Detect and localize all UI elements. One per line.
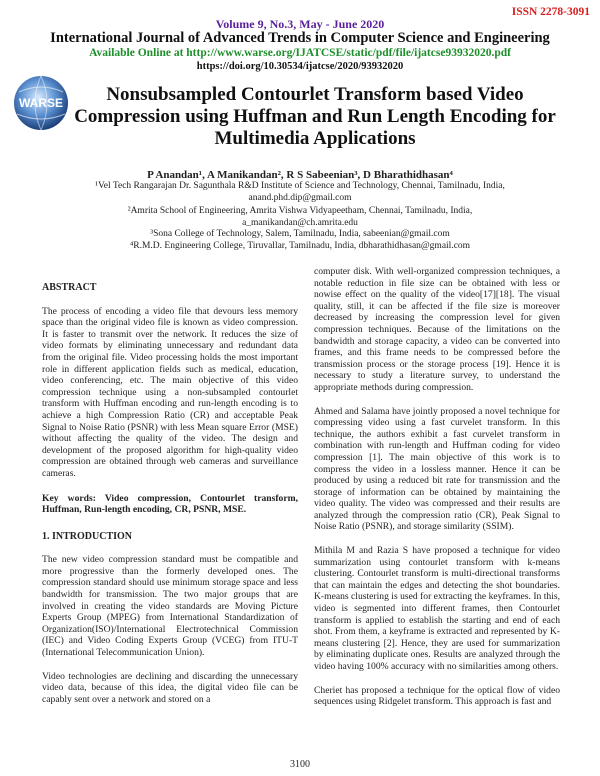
logo-text: WARSE <box>18 96 64 110</box>
intro-paragraph-1: The new video compression standard must be compatible and more progressive than the formerly developed ones. The compression standard should use minimum storage space and less bandwidth for transmission. The two major groups that are involved in creating the video standards are Moving Picture Experts Group (MPEG) from International Standardization of Organization(ISO)/International Electrotechnical Commission (IEC) and Video Coding Experts Group (VCEG) from ITU-T (International Telecommunication Union). <box>42 554 298 659</box>
volume-line: Volume 9, No.3, May - June 2020 <box>215 17 385 31</box>
keywords: Key words: Video compression, Contourlet transform, Huffman, Run-length encoding, CR, PSNR, MSE. <box>42 492 298 516</box>
affiliation-3: ³Sona College of Technology, Salem, Tamilnadu, India, sabeenian@gmail.com <box>150 229 450 239</box>
affiliation-2-email: a_manikandan@ch.amrita.edu <box>242 217 358 228</box>
right-column <box>314 266 560 708</box>
issn: ISSN 2278-3091 <box>511 6 590 18</box>
right-paragraph-1: computer disk. With well-organized compression techniques, a notable reduction in file size can be obtained with less or nowise effect on the quality of the video[17][18]. The visual quality, still, it can be affected if the file size is moreover decreased by increasing the compression level for given compression techniques. Because of the limitations on the bandwidth and storage capacity, a video can be converted into frames, and this frame needs to be compressed before the transmission process or the storage process [19]. Hence it is necessary to study a literature survey, to understand the appropriate methods during compression. <box>314 266 560 393</box>
affiliation-1-email: anand.phd.dip@gmail.com <box>248 192 352 203</box>
authors: P Anandan¹, A Manikandan², R S Sabeenian³, D Bharathidhasan⁴ <box>147 169 453 181</box>
affiliation-2 <box>0 206 600 229</box>
intro-paragraph-2: Video technologies are declining and discarding the unnecessary video data, because of this idea, the digital video file can be capably sent over a network and stored on a <box>42 670 298 705</box>
doi-link[interactable]: https://doi.org/10.30534/ijatcse/2020/93932020 <box>196 61 404 72</box>
warse-logo <box>4 70 78 136</box>
journal-name: International Journal of Advanced Trends in Computer Science and Engineering <box>50 30 550 46</box>
abstract-text: The process of encoding a video file that devours less memory space than the original video file is known as video compression. It is faster to transmit over the network. It reduces the size of video formats by eliminating unnecessary and redundant data from the original file. Video processing holds the most important role in different application fields such as medical, education, video conferencing, etc. The main objective of this video compression technique using a non-subsampled contourlet transform with Huffman encoding and run-length encoding is to achieve a high Compression Ratio (CR) and acceptable Peak Signal to Noise Ratio (PSNR) with less Mean square Error (MSE) without affecting the quality of the video. The design and development of the proposed algorithm for high-quality video compression are obtained through web cameras and surveillance cameras. <box>42 305 298 479</box>
affiliation-4: ⁴R.M.D. Engineering College, Tiruvallar, Tamilnadu, India, dbharathidhasan@gmail.com <box>129 241 471 251</box>
right-paragraph-3: Mithila M and Razia S have proposed a technique for video summarization using contourlet transform with k-means clustering. Contourlet transform is multi-directional transforms that can maintain the edges and detecting the shot boundaries. K-means clustering is used for extracting the keyframes. In this, video is segmented into different frames, then Contourlet transform is applied to establish the starting and end of each shot. From them, a keyframe is extracted and represented by K- means clustering [2]. Hence, they are used for summarization by eliminating duplicate ones. Results are analyzed through the video having 100% accuracy with no similarities among others. <box>314 545 560 672</box>
page-number: 3100 <box>290 759 310 770</box>
affiliation-2-line: ²Amrita School of Engineering, Amrita Vishwa Vidyapeetham, Chennai, Tamilnadu, India, <box>127 206 473 216</box>
online-link[interactable]: Available Online at http://www.warse.org/IJATCSE/static/pdf/file/ijatcse93932020.pdf <box>89 47 511 59</box>
affiliation-1-line: ¹Vel Tech Rangarajan Dr. Sagunthala R&D Institute of Science and Technology, Chennai, Tamilnadu, India, <box>95 181 505 191</box>
right-paragraph-2: Ahmed and Salama have jointly proposed a novel technique for compressing video using a fast curvelet transform. In this technique, the authors exhibit a fast curvelet transform in combination with run-length and Huffman coding for video compression [1]. The main objective of this work is to compress the video in a lossless manner. Hence it can be produced by using a reduced bit rate for transmission and the storage of information can be obtained by maintaining the video quality. The video was compressed and their results are analyzed through the compression ratio (CR), Peak Signal to Noise Ratio (PSNR), and storage similarity (SSIM). <box>314 405 560 533</box>
right-paragraph-4: Cheriet has proposed a technique for the optical flow of video sequences using Ridgelet transform. This approach is fast and <box>314 684 560 708</box>
left-column <box>42 282 298 705</box>
affiliation-1 <box>0 181 600 204</box>
abstract-heading: ABSTRACT <box>42 282 97 293</box>
paper-title: Nonsubsampled Contourlet Transform based Video Compression using Huffman and Run Length Encoding for Multimedia Applications <box>74 84 556 149</box>
introduction-heading: 1. INTRODUCTION <box>42 530 133 542</box>
